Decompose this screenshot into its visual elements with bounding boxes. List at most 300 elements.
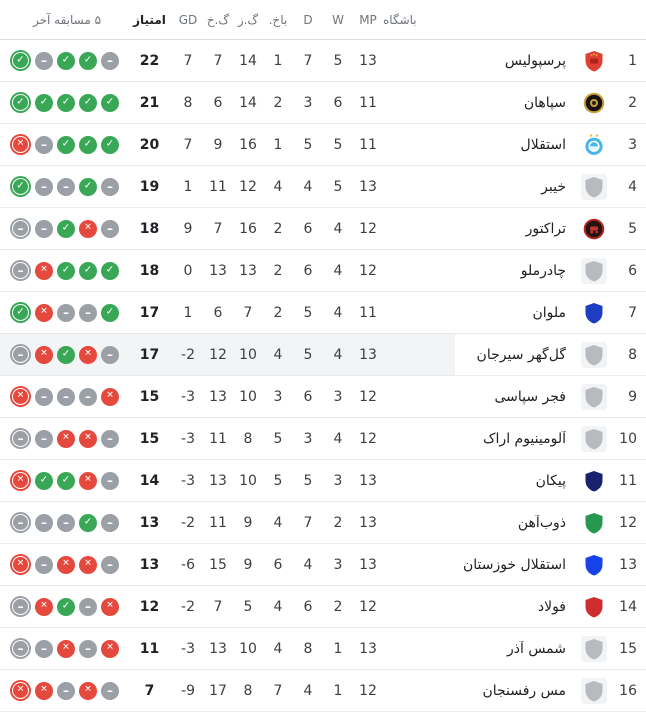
- draw-icon: –: [35, 52, 53, 70]
- loss-icon: ✕: [57, 556, 75, 574]
- team-name[interactable]: آلومینیوم اراک: [483, 430, 566, 447]
- stat-gf: 8: [243, 682, 253, 699]
- stat-l: 4: [273, 514, 283, 531]
- win-icon: ✓: [57, 136, 75, 154]
- stat-d: 5: [303, 472, 313, 489]
- last5-results: [0, 260, 126, 281]
- stat-points: 11: [139, 640, 160, 657]
- team-name[interactable]: پرسپولیس: [504, 52, 566, 69]
- team-shield-icon: [581, 594, 607, 620]
- stat-d: 4: [303, 178, 313, 195]
- stat-mp: 11: [359, 304, 377, 321]
- stat-gd: 0: [183, 262, 193, 279]
- stat-l: 1: [273, 52, 283, 69]
- header-losses: باخ.: [268, 12, 288, 27]
- stat-gd: 7: [183, 136, 193, 153]
- rank-number: 16: [619, 682, 637, 699]
- stat-ga: 7: [213, 220, 223, 237]
- stat-mp: 13: [359, 472, 377, 489]
- win-icon: ✓: [79, 136, 97, 154]
- stat-mp: 13: [359, 640, 377, 657]
- team-name[interactable]: استقلال: [520, 136, 566, 153]
- draw-icon: –: [10, 638, 31, 659]
- stat-ga: 6: [213, 304, 223, 321]
- rank-number: 9: [628, 388, 637, 405]
- stat-gf: 16: [239, 136, 257, 153]
- win-icon: ✓: [10, 92, 31, 113]
- loss-icon: ✕: [101, 388, 119, 406]
- rank-number: 2: [628, 94, 637, 111]
- team-name[interactable]: مس رفسنجان: [482, 682, 566, 699]
- win-icon: ✓: [79, 94, 97, 112]
- draw-icon: –: [101, 178, 119, 196]
- loss-icon: ✕: [35, 304, 53, 322]
- stat-ga: 13: [209, 472, 227, 489]
- stat-l: 3: [273, 388, 283, 405]
- stat-mp: 13: [359, 178, 377, 195]
- rank-number: 7: [628, 304, 637, 321]
- stat-w: 4: [333, 430, 343, 447]
- draw-icon: –: [101, 430, 119, 448]
- win-icon: ✓: [57, 598, 75, 616]
- rank-number: 15: [619, 640, 637, 657]
- stat-l: 4: [273, 178, 283, 195]
- draw-icon: –: [57, 388, 75, 406]
- stat-w: 3: [333, 388, 343, 405]
- stat-w: 2: [333, 514, 343, 531]
- stat-d: 8: [303, 640, 313, 657]
- team-logo-cell: [576, 552, 612, 578]
- team-shield-icon: [581, 510, 607, 536]
- stat-ga: 11: [209, 514, 227, 531]
- team-name[interactable]: فجر سپاسی: [494, 388, 566, 405]
- stat-points: 13: [139, 514, 160, 531]
- table-row[interactable]: [0, 166, 646, 208]
- stat-l: 5: [273, 472, 283, 489]
- stat-l: 7: [273, 682, 283, 699]
- header-club: باشگاه: [383, 12, 417, 27]
- stat-w: 3: [333, 472, 343, 489]
- draw-icon: –: [35, 136, 53, 154]
- stat-w: 4: [333, 220, 343, 237]
- win-icon: ✓: [57, 52, 75, 70]
- stat-d: 7: [303, 514, 313, 531]
- stat-mp: 12: [359, 220, 377, 237]
- table-row[interactable]: [0, 502, 646, 544]
- team-logo-cell: [576, 678, 612, 704]
- stat-l: 6: [273, 556, 283, 573]
- stat-gd: 9: [183, 220, 193, 237]
- table-row[interactable]: [0, 334, 646, 376]
- stat-gf: 14: [239, 52, 257, 69]
- draw-icon: –: [10, 596, 31, 617]
- team-logo-cell: [576, 636, 612, 662]
- loss-icon: ✕: [10, 680, 31, 701]
- table-row[interactable]: [0, 40, 646, 82]
- team-shield-icon: [581, 636, 607, 662]
- last5-results: [0, 92, 126, 113]
- team-shield-icon: [581, 174, 607, 200]
- draw-icon: –: [57, 178, 75, 196]
- stat-points: 7: [144, 682, 155, 699]
- team-logo-cell: [576, 510, 612, 536]
- win-icon: ✓: [10, 176, 31, 197]
- stat-points: 18: [139, 220, 160, 237]
- stat-w: 5: [333, 178, 343, 195]
- table-header-row: [0, 0, 646, 40]
- team-shield-icon: [581, 258, 607, 284]
- stat-ga: 9: [213, 136, 223, 153]
- team-shield-icon: [581, 552, 607, 578]
- draw-icon: –: [35, 178, 53, 196]
- stat-mp: 12: [359, 682, 377, 699]
- stat-points: 20: [139, 136, 160, 153]
- table-row[interactable]: [0, 460, 646, 502]
- stat-points: 15: [139, 388, 160, 405]
- draw-icon: –: [79, 304, 97, 322]
- loss-icon: ✕: [10, 134, 31, 155]
- last5-results: [0, 470, 126, 491]
- stat-mp: 12: [359, 388, 377, 405]
- stat-d: 6: [303, 220, 313, 237]
- win-icon: ✓: [101, 136, 119, 154]
- table-row[interactable]: [0, 208, 646, 250]
- stat-ga: 11: [209, 430, 227, 447]
- team-logo-cell: [576, 342, 612, 368]
- stat-w: 5: [333, 52, 343, 69]
- loss-icon: ✕: [101, 598, 119, 616]
- stat-points: 17: [139, 346, 160, 363]
- draw-icon: –: [10, 512, 31, 533]
- esteghlal-logo-icon: [581, 132, 607, 158]
- loss-icon: ✕: [35, 346, 53, 364]
- sepahan-logo-icon: [581, 90, 607, 116]
- table-row[interactable]: [0, 376, 646, 418]
- stat-ga: 12: [209, 346, 227, 363]
- stat-mp: 13: [359, 52, 377, 69]
- stat-d: 3: [303, 430, 313, 447]
- stat-l: 2: [273, 304, 283, 321]
- last5-results: [0, 134, 126, 155]
- stat-mp: 12: [359, 598, 377, 615]
- persepolis-logo-icon: [581, 48, 607, 74]
- table-row[interactable]: [0, 250, 646, 292]
- stat-gd: -6: [181, 556, 195, 573]
- stat-gf: 16: [239, 220, 257, 237]
- table-row[interactable]: [0, 418, 646, 460]
- stat-ga: 13: [209, 262, 227, 279]
- draw-icon: –: [79, 388, 97, 406]
- team-name[interactable]: شمس آذر: [506, 640, 566, 657]
- stat-ga: 13: [209, 640, 227, 657]
- team-name[interactable]: گل‌گهر سیرجان: [476, 346, 566, 363]
- stat-gf: 8: [243, 430, 253, 447]
- draw-icon: –: [101, 514, 119, 532]
- stat-gf: 14: [239, 94, 257, 111]
- stat-l: 4: [273, 598, 283, 615]
- team-logo-cell: [576, 48, 612, 74]
- stat-gf: 13: [239, 262, 257, 279]
- stat-gd: 7: [183, 52, 193, 69]
- draw-icon: –: [10, 218, 31, 239]
- team-name[interactable]: ملوان: [532, 304, 566, 321]
- draw-icon: –: [101, 472, 119, 490]
- stat-gd: -3: [181, 640, 195, 657]
- win-icon: ✓: [10, 50, 31, 71]
- rank-number: 4: [628, 178, 637, 195]
- stat-l: 4: [273, 346, 283, 363]
- table-row[interactable]: [0, 124, 646, 166]
- stat-gd: -2: [181, 514, 195, 531]
- stat-d: 5: [303, 304, 313, 321]
- stat-l: 1: [273, 136, 283, 153]
- stat-mp: 12: [359, 430, 377, 447]
- team-logo-cell: [576, 300, 612, 326]
- stat-w: 1: [333, 640, 343, 657]
- win-icon: ✓: [35, 94, 53, 112]
- rank-number: 12: [619, 514, 637, 531]
- stat-d: 3: [303, 94, 313, 111]
- rank-number: 8: [628, 346, 637, 363]
- team-name[interactable]: چادرملو: [520, 262, 566, 279]
- loss-icon: ✕: [79, 682, 97, 700]
- header-goals-against: گ.خ: [206, 12, 230, 27]
- stat-mp: 11: [359, 136, 377, 153]
- last5-results: [0, 638, 126, 659]
- header-gd: GD: [178, 12, 198, 27]
- stat-points: 14: [139, 472, 160, 489]
- win-icon: ✓: [79, 262, 97, 280]
- rank-number: 3: [628, 136, 637, 153]
- loss-icon: ✕: [79, 220, 97, 238]
- draw-icon: –: [57, 514, 75, 532]
- stat-w: 4: [333, 304, 343, 321]
- loss-icon: ✕: [57, 640, 75, 658]
- win-icon: ✓: [57, 472, 75, 490]
- header-d: D: [303, 12, 313, 27]
- team-logo-cell: [576, 594, 612, 620]
- stat-points: 15: [139, 430, 160, 447]
- header-mp: MP: [359, 12, 377, 27]
- stat-d: 4: [303, 682, 313, 699]
- rank-number: 1: [628, 52, 637, 69]
- draw-icon: –: [35, 430, 53, 448]
- win-icon: ✓: [10, 302, 31, 323]
- stat-ga: 6: [213, 94, 223, 111]
- last5-results: [0, 554, 126, 575]
- stat-d: 4: [303, 556, 313, 573]
- stat-gd: 1: [183, 304, 193, 321]
- win-icon: ✓: [101, 262, 119, 280]
- win-icon: ✓: [101, 304, 119, 322]
- draw-icon: –: [101, 682, 119, 700]
- draw-icon: –: [101, 346, 119, 364]
- stat-mp: 12: [359, 262, 377, 279]
- loss-icon: ✕: [10, 554, 31, 575]
- stat-gf: 10: [239, 472, 257, 489]
- stat-l: 2: [273, 262, 283, 279]
- team-name[interactable]: سپاهان: [523, 94, 566, 111]
- stat-mp: 13: [359, 346, 377, 363]
- last5-results: [0, 428, 126, 449]
- team-logo-cell: [576, 258, 612, 284]
- stat-gf: 10: [239, 388, 257, 405]
- stat-d: 5: [303, 346, 313, 363]
- stat-ga: 7: [213, 52, 223, 69]
- team-name[interactable]: ذوب‌آهن: [517, 514, 566, 531]
- stat-d: 6: [303, 388, 313, 405]
- rank-number: 6: [628, 262, 637, 279]
- loss-icon: ✕: [79, 430, 97, 448]
- last5-results: [0, 218, 126, 239]
- stat-w: 1: [333, 682, 343, 699]
- stat-l: 4: [273, 640, 283, 657]
- team-name[interactable]: خیبر: [541, 178, 566, 195]
- rank-number: 11: [619, 472, 637, 489]
- stat-ga: 7: [213, 598, 223, 615]
- stat-gd: -2: [181, 346, 195, 363]
- draw-icon: –: [10, 344, 31, 365]
- loss-icon: ✕: [101, 640, 119, 658]
- team-shield-icon: [581, 342, 607, 368]
- stat-l: 2: [273, 94, 283, 111]
- stat-gd: -9: [181, 682, 195, 699]
- header-goals-for: گ.ز: [237, 12, 259, 27]
- stat-gd: 8: [183, 94, 193, 111]
- stat-w: 3: [333, 556, 343, 573]
- draw-icon: –: [57, 304, 75, 322]
- stat-gf: 10: [239, 640, 257, 657]
- team-shield-icon: [581, 678, 607, 704]
- stat-points: 22: [139, 52, 160, 69]
- team-logo-cell: [576, 90, 612, 116]
- loss-icon: ✕: [79, 472, 97, 490]
- rank-number: 5: [628, 220, 637, 237]
- team-shield-icon: [581, 468, 607, 494]
- team-logo-cell: [576, 468, 612, 494]
- loss-icon: ✕: [10, 470, 31, 491]
- loss-icon: ✕: [57, 430, 75, 448]
- rank-number: 10: [619, 430, 637, 447]
- stat-w: 4: [333, 346, 343, 363]
- stat-d: 5: [303, 136, 313, 153]
- win-icon: ✓: [57, 262, 75, 280]
- draw-icon: –: [35, 514, 53, 532]
- stat-ga: 11: [209, 178, 227, 195]
- tractor-logo-icon: [581, 216, 607, 242]
- header-points: امتیاز: [133, 12, 166, 27]
- draw-icon: –: [79, 640, 97, 658]
- stat-d: 6: [303, 262, 313, 279]
- stat-gf: 10: [239, 346, 257, 363]
- stat-points: 13: [139, 556, 160, 573]
- stat-w: 4: [333, 262, 343, 279]
- loss-icon: ✕: [35, 262, 53, 280]
- loss-icon: ✕: [35, 682, 53, 700]
- stat-gd: 1: [183, 178, 193, 195]
- team-shield-icon: [581, 426, 607, 452]
- win-icon: ✓: [101, 94, 119, 112]
- team-logo-cell: [576, 174, 612, 200]
- team-shield-icon: [581, 300, 607, 326]
- draw-icon: –: [101, 220, 119, 238]
- stat-l: 5: [273, 430, 283, 447]
- last5-results: [0, 386, 126, 407]
- last5-results: [0, 596, 126, 617]
- draw-icon: –: [57, 682, 75, 700]
- draw-icon: –: [35, 640, 53, 658]
- draw-icon: –: [35, 388, 53, 406]
- stat-gd: -2: [181, 598, 195, 615]
- rank-number: 13: [619, 556, 637, 573]
- stat-gf: 5: [243, 598, 253, 615]
- stat-d: 6: [303, 598, 313, 615]
- header-w: W: [332, 12, 344, 27]
- table-row[interactable]: [0, 544, 646, 586]
- stat-gd: -3: [181, 430, 195, 447]
- table-row[interactable]: [0, 586, 646, 628]
- team-logo-cell: [576, 426, 612, 452]
- table-row[interactable]: [0, 292, 646, 334]
- last5-results: [0, 302, 126, 323]
- team-name[interactable]: فولاد: [537, 598, 566, 615]
- last5-results: [0, 680, 126, 701]
- win-icon: ✓: [57, 94, 75, 112]
- stat-mp: 13: [359, 556, 377, 573]
- table-row[interactable]: [0, 82, 646, 124]
- stat-points: 21: [139, 94, 160, 111]
- table-row[interactable]: [0, 670, 646, 712]
- draw-icon: –: [10, 260, 31, 281]
- header-last5: ۵ مسابقه آخر: [32, 12, 102, 27]
- win-icon: ✓: [57, 220, 75, 238]
- stat-points: 18: [139, 262, 160, 279]
- loss-icon: ✕: [35, 598, 53, 616]
- win-icon: ✓: [57, 346, 75, 364]
- team-logo-cell: [576, 384, 612, 410]
- draw-icon: –: [35, 220, 53, 238]
- team-logo-cell: [576, 132, 612, 158]
- win-icon: ✓: [79, 52, 97, 70]
- win-icon: ✓: [35, 472, 53, 490]
- loss-icon: ✕: [79, 346, 97, 364]
- stat-gf: 9: [243, 514, 253, 531]
- table-row[interactable]: [0, 628, 646, 670]
- team-name[interactable]: تراکتور: [525, 220, 566, 237]
- last5-results: [0, 344, 126, 365]
- win-icon: ✓: [79, 178, 97, 196]
- team-logo-cell: [576, 216, 612, 242]
- loss-icon: ✕: [10, 386, 31, 407]
- stat-ga: 17: [209, 682, 227, 699]
- stat-gf: 12: [239, 178, 257, 195]
- stat-mp: 11: [359, 94, 377, 111]
- stat-gd: -3: [181, 472, 195, 489]
- stat-gd: -3: [181, 388, 195, 405]
- stat-gf: 9: [243, 556, 253, 573]
- stat-l: 2: [273, 220, 283, 237]
- team-name[interactable]: استقلال خوزستان: [462, 556, 566, 573]
- draw-icon: –: [101, 556, 119, 574]
- last5-results: [0, 176, 126, 197]
- stat-mp: 13: [359, 514, 377, 531]
- stat-points: 17: [139, 304, 160, 321]
- stat-points: 19: [139, 178, 160, 195]
- rank-number: 14: [619, 598, 637, 615]
- stat-ga: 15: [209, 556, 227, 573]
- team-name[interactable]: پیکان: [535, 472, 566, 489]
- draw-icon: –: [101, 52, 119, 70]
